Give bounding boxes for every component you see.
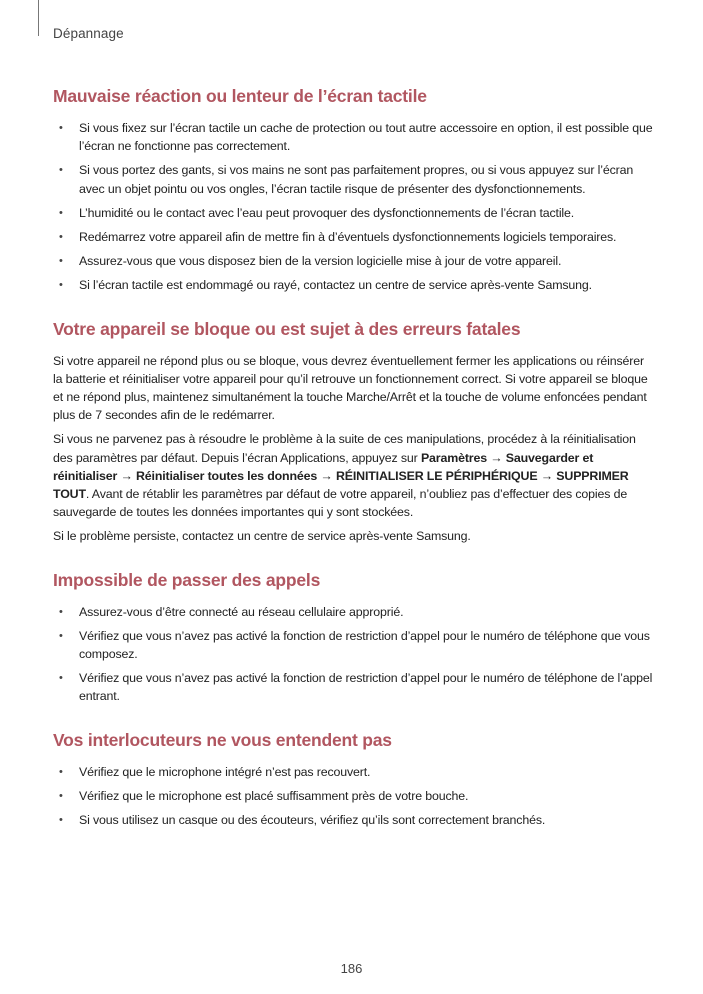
bullet-icon: • (59, 255, 63, 268)
bullet-icon: • (59, 279, 63, 292)
list-item (53, 811, 653, 829)
list-item (53, 204, 653, 222)
list-item (53, 276, 653, 294)
page-edge-rule (38, 0, 39, 36)
list-item-text: Assurez-vous que vous disposez bien de la version logicielle mise à jour de votre appareil. (79, 254, 562, 269)
bullet-icon: • (59, 122, 63, 134)
menu-path-reset-device: RÉINITIALISER LE PÉRIPHÉRIQUE (335, 468, 538, 483)
list-item-text: Vérifiez que vous n’avez pas activé la fonction de restriction d’appel pour le numéro de téléphone de l’appel entrant. (79, 671, 653, 704)
bullet-icon: • (59, 605, 63, 618)
bullet-icon: • (59, 629, 63, 642)
bullet-list (53, 603, 653, 706)
section-title: Votre appareil se bloque ou est sujet à des erreurs fatales (53, 318, 521, 339)
list-item-text: Si l’écran tactile est endommagé ou rayé, contactez un centre de service après-vente Samsung. (79, 278, 592, 293)
section-touchscreen (53, 84, 653, 295)
bullet-icon: • (59, 231, 63, 244)
list-item (53, 228, 653, 246)
text-run: . Avant de rétablir les paramètres par défaut de votre appareil, n’oubliez pas d’effectuer des copies de sauvegarde de toutes les données importantes qui y sont stockées. (53, 487, 628, 520)
section-title: Vos interlocuteurs ne vous entendent pas (53, 729, 392, 750)
paragraph: Si le problème persiste, contactez un centre de service après-vente Samsung. (53, 529, 471, 544)
paragraph: Si votre appareil ne répond plus ou se bloque, vous devrez éventuellement fermer les applications ou réinsérer la batterie et réinitialiser votre appareil pour qu’il retrouve un fonctionnement correct. Si votre appareil se bloque et ne répond plus, maintenez simultanément la touche Marche/Arrêt et la touche de volume enfoncées pendant plus de 7 secondes afin de le redémarrer. (53, 353, 648, 423)
menu-path-settings: Paramètres (420, 450, 487, 465)
section-title: Mauvaise réaction ou lenteur de l’écran tactile (53, 86, 427, 106)
list-item-text: Si vous portez des gants, si vos mains ne sont pas parfaitement propres, ou si vous appuyez sur l’écran avec un objet pointu ou vos ongles, l’écran tactile risque de présenter des dysfonctionnements. (79, 163, 634, 196)
bullet-icon: • (59, 765, 63, 778)
bullet-icon: • (59, 206, 63, 219)
list-item-text: Vérifiez que le microphone intégré n’est pas recouvert. (79, 764, 371, 779)
list-item-text: Redémarrez votre appareil afin de mettre fin à d’éventuels dysfonctionnements logiciels temporaires. (79, 230, 617, 245)
list-item (53, 763, 653, 781)
list-item-text: Si vous utilisez un casque ou des écouteurs, vérifiez qu’ils sont correctement branchés. (79, 813, 546, 828)
paragraph-reset-instructions (53, 430, 653, 521)
bullet-icon: • (59, 164, 63, 177)
arrow-separator: → (486, 450, 506, 465)
arrow-separator: → (117, 468, 136, 483)
list-item-text: Vérifiez que vous n’avez pas activé la fonction de restriction d’appel pour le numéro de téléphone que vous composez. (79, 628, 650, 662)
menu-path-delete-all: SUPPRIMER TOUT (53, 468, 629, 502)
list-item (53, 603, 653, 621)
list-item (53, 161, 653, 197)
bullet-list (53, 763, 653, 830)
section-title: Impossible de passer des appels (53, 569, 321, 590)
list-item (53, 119, 653, 155)
section-not-heard (53, 728, 653, 830)
list-item-text: Assurez-vous d’être connecté au réseau cellulaire approprié. (79, 604, 404, 619)
page-number: 186 (340, 961, 363, 976)
section-cannot-call (53, 568, 653, 706)
section-device-freeze (53, 317, 653, 546)
bullet-list (53, 119, 653, 295)
list-item (53, 669, 653, 705)
list-item (53, 252, 653, 270)
bullet-icon: • (59, 789, 63, 802)
list-item-text: L’humidité ou le contact avec l’eau peut provoquer des dysfonctionnements de l’écran tactile. (79, 205, 575, 220)
list-item-text: Vérifiez que le microphone est placé suffisamment près de votre bouche. (79, 788, 469, 803)
list-item (53, 627, 653, 663)
arrow-separator: → (537, 468, 557, 483)
bullet-icon: • (59, 814, 63, 827)
menu-path-backup-reset: Sauvegarder et réinitialiser (53, 450, 594, 483)
running-header: Dépannage (53, 26, 124, 41)
page-content (53, 84, 653, 851)
menu-path-reset-all-data: Réinitialiser toutes les données (136, 468, 318, 483)
list-item (53, 787, 653, 805)
bullet-icon: • (59, 672, 63, 685)
list-item-text: Si vous fixez sur l’écran tactile un cache de protection ou tout autre accessoire en option, il est possible que l’écran ne fonctionne pas correctement. (79, 121, 653, 154)
text-run: Si vous ne parvenez pas à résoudre le problème à la suite de ces manipulations, procédez à la réinitialisation des paramètres par défaut. Depuis l’écran Applications, appuyez sur (53, 432, 636, 465)
arrow-separator: → (317, 468, 336, 483)
